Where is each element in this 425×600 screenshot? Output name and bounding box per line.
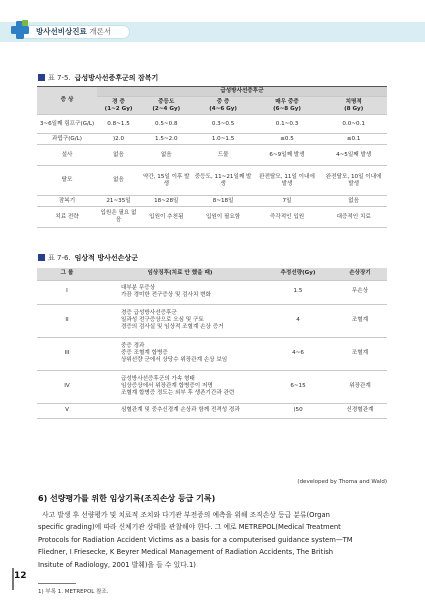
severity-column-header: 치명적 (8 Gy): [320, 97, 387, 115]
table-cell: 입원은 필요 없음: [97, 207, 140, 228]
table-cell: 없음: [320, 196, 387, 207]
symptom-cell: 경증 급성방사선증후군 일과성 전구증상으로 오심 및 구토 경증의 검사실 및 임상적 조혈계 손상 증거: [97, 304, 263, 337]
page-number: 12: [14, 571, 27, 581]
table1-caption: [38, 73, 158, 83]
table-cell: 없음: [97, 166, 140, 196]
table1-title: 급성방사선증후군의 잠복기: [74, 74, 159, 82]
table-row: [37, 304, 387, 337]
table-cell: 대증적인 치료: [320, 207, 387, 228]
table2-number: 표 7-6.: [48, 254, 71, 262]
table-cell: 4~5일째 발생: [320, 145, 387, 166]
table-cell: 즉각적인 입원: [254, 207, 321, 228]
row-label: 치료 전략: [37, 207, 97, 228]
table-cell: 드물: [192, 145, 253, 166]
table-cell: 0.1~0.3: [254, 115, 321, 134]
table1-number: 표 7-5.: [48, 74, 71, 82]
group-header: 그 룹: [37, 268, 97, 280]
table-cell: 약간, 15일 이후 발생: [140, 166, 192, 196]
footnote-rule: [38, 583, 76, 584]
dose-cell: 4~6: [263, 337, 333, 370]
table-cell: 6~9일째 발생: [254, 145, 321, 166]
organ-cell: 위장관계: [333, 370, 387, 403]
severity-column-header: 매우 중증 (6~8 Gy): [254, 97, 321, 115]
table-cell: )2.0: [97, 134, 140, 145]
table-row: [37, 115, 387, 134]
table-cell: 0.0~0.1: [320, 115, 387, 134]
body-line: Protocols for Radiation Accident Victims as a basis for a computerised guidance system—TM: [38, 535, 353, 544]
table-cell: 없음: [140, 145, 192, 166]
header-title: [36, 26, 111, 37]
table-cell: 0.3~0.5: [192, 115, 253, 134]
row-label: 설사: [37, 145, 97, 166]
table2-caption: [38, 253, 138, 263]
group-cell: II: [37, 304, 97, 337]
row-label: 3~6일째 림프구(G/L): [37, 115, 97, 134]
footnote: 1) 부록 1. METREPOL 참조.: [38, 589, 109, 595]
symptom-cell: 중증 경과 중증 조혈계 합병증 상위선량 군에서 상당수 위장관계 손상 보임: [97, 337, 263, 370]
caption-square-icon: [38, 74, 45, 81]
row-label: 과립구(G/L): [37, 134, 97, 145]
table-row: [37, 134, 387, 145]
table-cell: ≤0.5: [254, 134, 321, 145]
table-row: [37, 145, 387, 166]
symptom-header: 증 상: [37, 87, 97, 115]
table-cell: 8~18일: [192, 196, 253, 207]
body-line: Insitute of Radiology, 2001 발췌)을 들 수 있다.1): [38, 560, 196, 569]
table-cell: 18~28일: [140, 196, 192, 207]
caption-square-icon: [38, 254, 45, 261]
organ-cell: 조혈계: [333, 304, 387, 337]
row-label: 잠복기: [37, 196, 97, 207]
group-cell: I: [37, 280, 97, 304]
severity-column-header: 중등도 (2~4 Gy): [140, 97, 192, 115]
table-row: [37, 337, 387, 370]
organ-cell: 신경혈관계: [333, 403, 387, 418]
organ-cell: 조혈계: [333, 337, 387, 370]
section-heading: 6) 선량평가를 위한 임상기록(조직손상 등급 기록): [38, 494, 216, 503]
dose-cell: )50: [263, 403, 333, 418]
table-cell: ≤0.1: [320, 134, 387, 145]
page-header: [0, 0, 425, 56]
ars-group-header: 급성방사선증후군: [97, 87, 387, 97]
table-row: [37, 166, 387, 196]
section-body: [38, 509, 388, 571]
symptom-cell: 급성방사선증후군의 가속 형태 임상증상에서 위장관계 합병증이 저명 조혈계 합병증 정도는 외부 후 생존기간과 관련: [97, 370, 263, 403]
body-line: Fliedner, I Friesecke, K Beyrer Medical Management of Radiation Accidents, The British: [38, 548, 334, 557]
body-line: specific grading)에 따라 신체기관 상태를 관찰해야 한다. 그 예로 METREPOL(Medical Treatment: [38, 523, 341, 532]
dose-cell: 4: [263, 304, 333, 337]
header-title-main: 방사선비상진료: [36, 27, 87, 36]
group-cell: III: [37, 337, 97, 370]
table-cell: 입원이 필요함: [192, 207, 253, 228]
table-row: [37, 196, 387, 207]
table-row: [37, 370, 387, 403]
body-line: 사고 발생 후 선량평가 및 치료적 조치와 다기관 부전증의 예측을 위해 조직손상 등급 분류(Organ: [42, 511, 330, 519]
table-cell: 1.0~1.5: [192, 134, 253, 145]
table-cell: 0.8~1.5: [97, 115, 140, 134]
row-label: 탈모: [37, 166, 97, 196]
severity-column-header: 중 증 (4~6 Gy): [192, 97, 253, 115]
table-cell: 0.5~0.8: [140, 115, 192, 134]
header-title-sub: 개론서: [89, 27, 112, 36]
table-cell: 완전탈모, 10일 이내에 발생: [320, 166, 387, 196]
group-cell: V: [37, 403, 97, 418]
table-cell: 없음: [97, 145, 140, 166]
table-source: (developed by Thoma and Wald): [297, 479, 387, 485]
table2-title: 임상적 방사선손상군: [74, 254, 138, 262]
table-row: [37, 280, 387, 304]
severity-column-header: 경 증 (1~2 Gy): [97, 97, 140, 115]
table-cell: 완전탈모, 11일 이내에 발생: [254, 166, 321, 196]
table-cell: 7일: [254, 196, 321, 207]
organ-cell: 무손상: [333, 280, 387, 304]
medical-cross-icon: [9, 19, 31, 41]
table-cell: 입원이 추천됨: [140, 207, 192, 228]
symptom-cell: 대부분 무증상 가끔 경미한 전구증상 및 검사치 변화: [97, 280, 263, 304]
table-cell: 중등도, 11~21일째 발생: [192, 166, 253, 196]
symptom-cell: 심혈관계 및 중추신경계 손상과 함께 전격성 경과: [97, 403, 263, 418]
radiation-injury-table: [37, 268, 387, 419]
dose-cell: 1.5: [263, 280, 333, 304]
dose-cell: 6~15: [263, 370, 333, 403]
table-row: [37, 403, 387, 418]
table-cell: 1.5~2.0: [140, 134, 192, 145]
group-cell: IV: [37, 370, 97, 403]
latency-table: [37, 86, 387, 228]
table-row: [37, 207, 387, 228]
symptom-header: 임상징후(치료 안 했을 때): [97, 268, 263, 280]
dose-header: 추정선량(Gy): [263, 268, 333, 280]
table-cell: 21~35일: [97, 196, 140, 207]
organ-header: 손상장기: [333, 268, 387, 280]
